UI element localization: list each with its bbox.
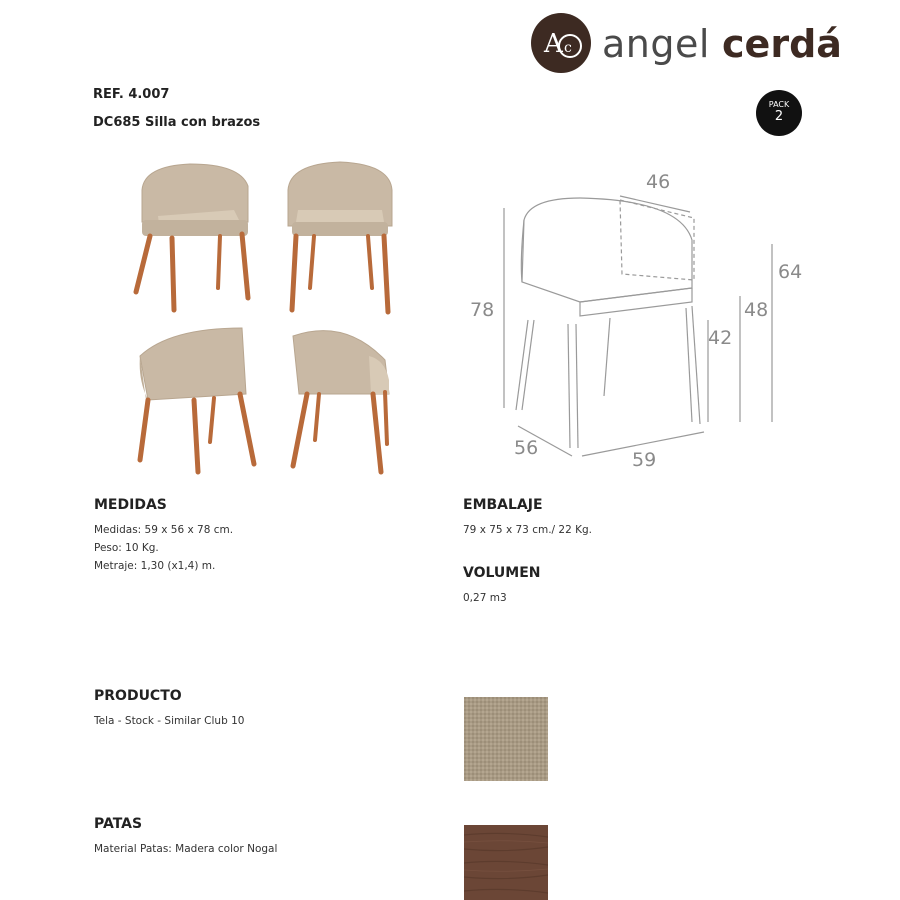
volumen-value: 0,27 m3: [463, 592, 507, 604]
chair-front-view: [280, 160, 410, 320]
brand-name-light: angel: [602, 22, 710, 66]
dim-seat-width: 46: [646, 171, 671, 193]
pack-label: PACK: [768, 100, 790, 109]
pack-badge: [756, 90, 802, 136]
embalaje-value: 79 x 75 x 73 cm./ 22 Kg.: [463, 524, 592, 536]
fabric-swatch: [464, 697, 548, 781]
patas-value: Material Patas: Madera color Nogal: [94, 843, 278, 855]
dim-back-height: 64: [778, 261, 803, 283]
medidas-weight: Peso: 10 Kg.: [94, 542, 159, 554]
patas-heading: PATAS: [94, 816, 143, 832]
patas-list: [94, 840, 277, 858]
embalaje-heading: EMBALAJE: [463, 497, 543, 513]
medidas-list: [94, 521, 233, 575]
dim-depth: 56: [514, 437, 539, 459]
volumen-heading: VOLUMEN: [463, 565, 541, 581]
brand-wordmark: [602, 22, 842, 66]
dim-arm-height: 48: [744, 299, 769, 321]
producto-list: [94, 712, 244, 730]
pack-number: 2: [774, 109, 784, 124]
chair-front-left-view: [130, 160, 260, 320]
brand-name-bold: cerdá: [722, 22, 842, 66]
medidas-dimensions: Medidas: 59 x 56 x 78 cm.: [94, 524, 234, 536]
wood-swatch: [464, 825, 548, 900]
product-ref: REF. 4.007: [93, 87, 170, 102]
volumen-list: [463, 589, 507, 607]
embalaje-list: [463, 521, 592, 539]
svg-text:A: A: [544, 29, 563, 59]
chair-side-view: [285, 320, 415, 480]
chair-back-view: [130, 320, 260, 480]
medidas-heading: MEDIDAS: [94, 497, 167, 513]
svg-text:c: c: [564, 40, 572, 56]
brand-logo: [530, 12, 842, 76]
product-title: DC685 Silla con brazos: [93, 115, 261, 130]
producto-value: Tela - Stock - Similar Club 10: [94, 715, 245, 727]
dim-seat-height: 42: [708, 327, 733, 349]
dim-width: 59: [632, 449, 657, 471]
brand-monogram-icon: [530, 12, 592, 74]
dimension-diagram: [460, 160, 820, 480]
medidas-yardage: Metraje: 1,30 (x1,4) m.: [94, 560, 216, 572]
dim-total-height: 78: [470, 299, 495, 321]
producto-heading: PRODUCTO: [94, 688, 182, 704]
